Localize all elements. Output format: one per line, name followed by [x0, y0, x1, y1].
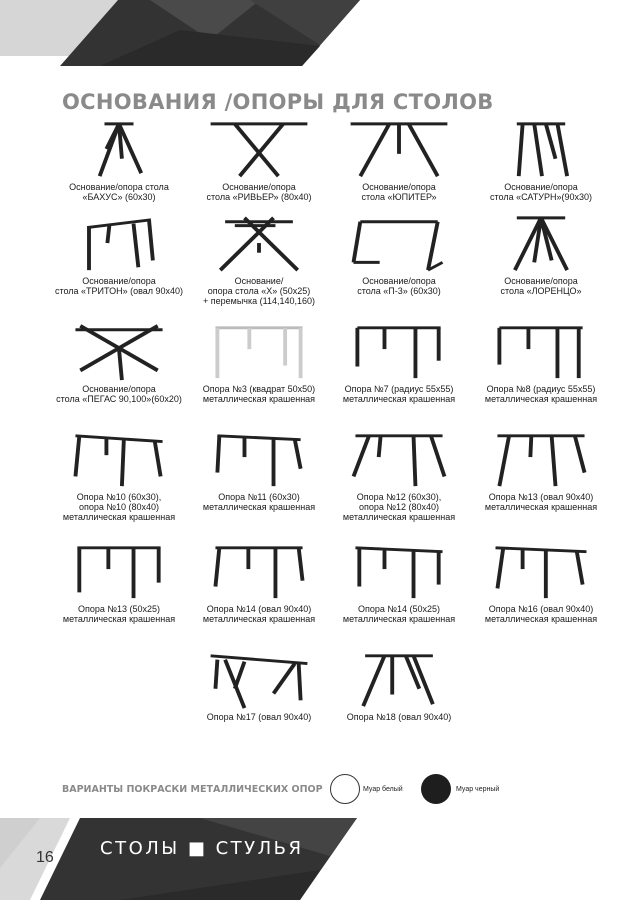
caption-line: Основание/опора	[82, 276, 156, 286]
product-caption	[203, 276, 315, 306]
caption-line: Опора №11 (60x30)	[218, 492, 300, 502]
jupiter-base-icon	[344, 120, 454, 180]
page-title: ОСНОВАНИЯ /ОПОРЫ ДЛЯ СТОЛОВ	[62, 90, 494, 114]
product-caption	[207, 712, 312, 722]
support-14-oval-icon	[204, 542, 314, 602]
product-caption	[207, 182, 312, 202]
caption-line: Опора №13 (50x25)	[77, 604, 161, 614]
caption-line: стола «ЮПИТЕР»	[361, 192, 437, 202]
caption-line: опора №12 (80x40)	[358, 502, 440, 512]
support-8-icon	[486, 322, 596, 382]
caption-line: металлическая крашенная	[62, 614, 176, 624]
caption-line: Опора №18 (овал 90x40)	[346, 712, 452, 722]
caption-line: металлическая крашенная	[202, 394, 316, 404]
caption-line: металлическая крашенная	[342, 512, 456, 522]
product-caption	[485, 492, 597, 512]
caption-line: стола «П-3» (60x30)	[357, 286, 441, 296]
support-13-icon	[64, 542, 174, 602]
footer-title: СТОЛЫ ■ СТУЛЬЯ	[100, 838, 304, 859]
product-caption	[361, 182, 436, 202]
caption-line: Опора №8 (радиус 55x55)	[486, 384, 596, 394]
caption-line: Основание/	[234, 276, 284, 286]
support-10-icon	[64, 430, 174, 490]
caption-line: металлическая крашенная	[202, 502, 316, 512]
product-caption	[56, 384, 182, 404]
page-number: 16	[36, 849, 54, 866]
paint-variants-label: ВАРИАНТЫ ПОКРАСКИ МЕТАЛЛИЧЕСКИХ ОПОР	[62, 784, 323, 795]
product-item	[320, 322, 478, 430]
caption-line: Опора №3 (квадрат 50x50)	[202, 384, 316, 394]
support-11-icon	[204, 430, 314, 490]
product-item	[180, 214, 338, 322]
product-item	[320, 120, 478, 228]
black-swatch-label: Муар черный	[456, 786, 500, 793]
caption-line: металлическая крашенная	[62, 512, 176, 522]
caption-line: стола «ТРИТОН» (овал 90x40)	[54, 286, 184, 296]
product-item	[180, 322, 338, 430]
product-caption	[343, 384, 455, 404]
product-item	[320, 430, 478, 538]
product-item	[462, 214, 620, 322]
product-caption	[203, 604, 315, 624]
caption-line: Основание/опора	[504, 182, 578, 192]
footer-band	[0, 818, 633, 900]
support-3-icon	[204, 322, 314, 382]
bakhus-base-icon	[64, 120, 174, 180]
caption-line: металлическая крашенная	[484, 614, 598, 624]
product-caption	[501, 276, 582, 296]
caption-line: металлическая крашенная	[484, 502, 598, 512]
white-swatch-label: Муар белый	[363, 786, 403, 793]
saturn-base-icon	[486, 120, 596, 180]
river-base-icon	[204, 120, 314, 180]
product-item	[320, 650, 478, 758]
product-item	[462, 322, 620, 430]
black-swatch	[421, 774, 451, 804]
product-item	[40, 214, 198, 322]
product-caption	[357, 276, 441, 296]
product-item	[40, 542, 198, 650]
caption-line: «БАХУС» (60x30)	[82, 192, 156, 202]
support-14-icon	[344, 542, 454, 602]
product-caption	[343, 492, 455, 522]
caption-line: стола «ПЕГАС 90,100»(60x20)	[56, 394, 182, 404]
caption-line: металлическая крашенная	[342, 394, 456, 404]
pegas-base-icon	[64, 322, 174, 382]
product-caption	[485, 604, 597, 624]
product-item	[462, 120, 620, 228]
product-caption	[63, 492, 175, 522]
product-item	[40, 322, 198, 430]
top-banner	[0, 0, 633, 80]
product-caption	[490, 182, 592, 202]
caption-line: стола «САТУРН»(90x30)	[490, 192, 592, 202]
support-16-oval-icon	[486, 542, 596, 602]
triton-base-icon	[64, 214, 174, 274]
product-caption	[203, 492, 315, 512]
lorenzo-base-icon	[486, 214, 596, 274]
product-item	[180, 430, 338, 538]
caption-line: Основание/опора	[362, 182, 436, 192]
caption-line: металлическая крашенная	[202, 614, 316, 624]
product-item	[180, 650, 338, 758]
product-item	[462, 542, 620, 650]
caption-line: стола «ЛОРЕНЦО»	[500, 286, 582, 296]
caption-line: Опора №13 (овал 90x40)	[488, 492, 594, 502]
caption-line: Основание/опора	[82, 384, 156, 394]
product-caption	[485, 384, 597, 404]
product-caption	[55, 276, 183, 296]
product-item	[40, 430, 198, 538]
caption-line: Опора №10 (60x30),	[76, 492, 162, 502]
caption-line: металлическая крашенная	[342, 614, 456, 624]
product-caption	[203, 384, 315, 404]
support-17-oval-icon	[204, 650, 314, 710]
product-item	[180, 542, 338, 650]
product-item	[320, 542, 478, 650]
caption-line: Опора №14 (овал 90x40)	[206, 604, 312, 614]
caption-line: металлическая крашенная	[484, 394, 598, 404]
caption-line: Опора №14 (50x25)	[357, 604, 441, 614]
white-swatch	[330, 774, 360, 804]
caption-line: Опора №16 (овал 90x40)	[488, 604, 594, 614]
product-caption	[343, 604, 455, 624]
caption-line: Основание/опора	[504, 276, 578, 286]
caption-line: + перемычка (114,140,160)	[202, 296, 315, 306]
product-item	[462, 430, 620, 538]
support-18-oval-icon	[344, 650, 454, 710]
product-item	[180, 120, 338, 228]
caption-line: опора стола «X» (50x25)	[207, 286, 311, 296]
caption-line: опора №10 (80x40)	[78, 502, 160, 512]
caption-line: стола «РИВЬЕР» (80x40)	[206, 192, 312, 202]
caption-line: Опора №17 (овал 90x40)	[206, 712, 312, 722]
caption-line: Опора №12 (60x30),	[356, 492, 442, 502]
support-7-icon	[344, 322, 454, 382]
caption-line: Основание/опора стола	[69, 182, 169, 192]
support-13-oval-icon	[486, 430, 596, 490]
product-caption	[63, 604, 175, 624]
caption-line: Опора №7 (радиус 55x55)	[344, 384, 454, 394]
caption-line: Основание/опора	[362, 276, 436, 286]
caption-line: Основание/опора	[222, 182, 296, 192]
x-base-icon	[204, 214, 314, 274]
product-item	[320, 214, 478, 322]
product-caption	[347, 712, 452, 722]
p3-base-icon	[344, 214, 454, 274]
support-12-icon	[344, 430, 454, 490]
product-caption	[69, 182, 169, 202]
product-item	[40, 120, 198, 228]
